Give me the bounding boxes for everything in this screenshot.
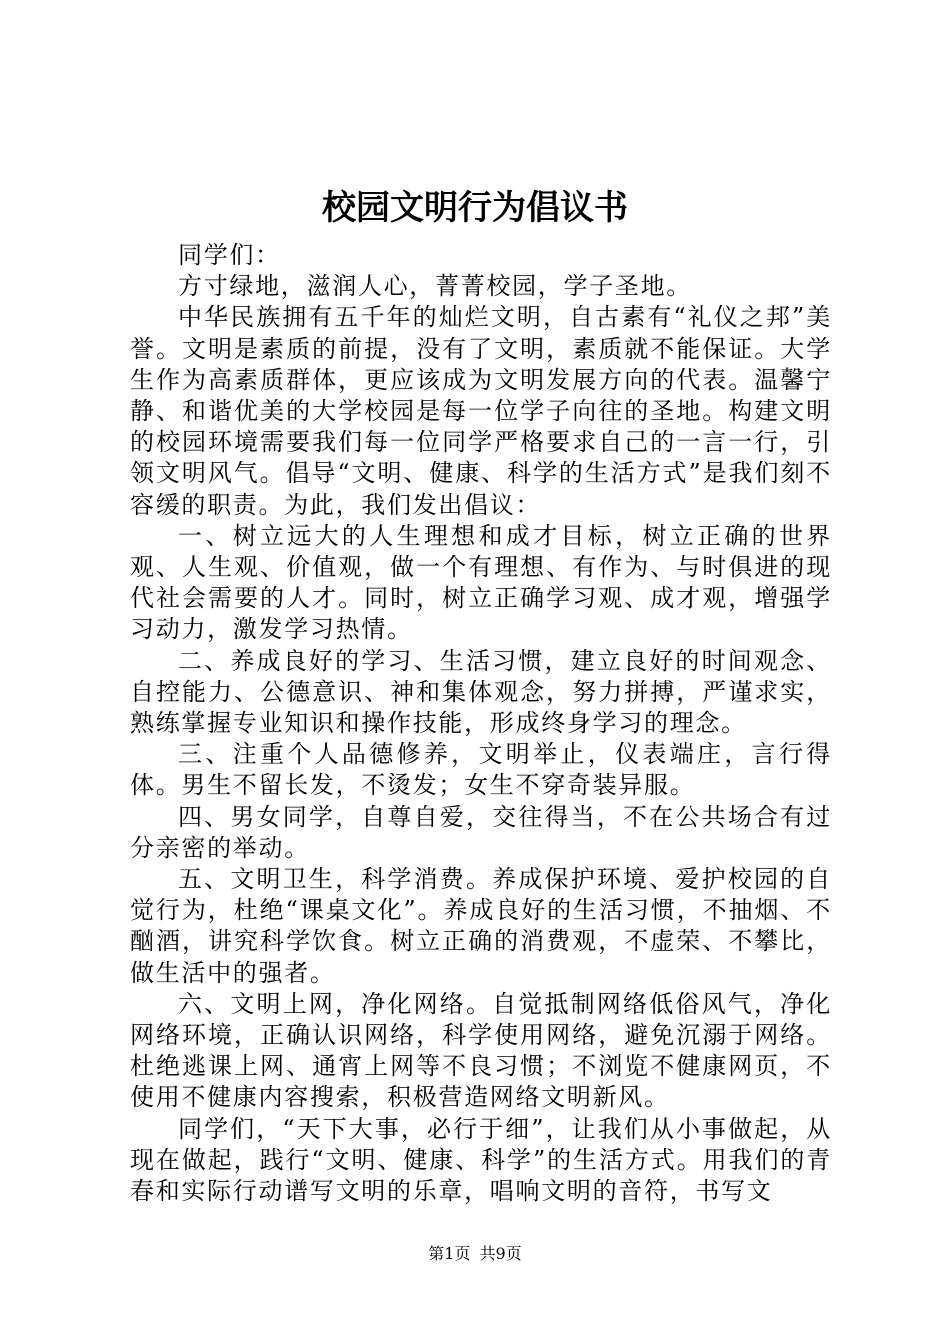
paragraph: 中华民族拥有五千年的灿烂文明，自古素有“礼仪之邦”美誉。文明是素质的前提，没有了文明，素质就不能保证。大学生作为高素质群体，更应该成为文明发展方向的代表。温馨宁静、和谐优美的大学校园是每一位学子向往的圣地。构建文明的校园环境需要我们每一位同学严格要求自己的一言一行，引领文明风气。倡导“文明、健康、科学的生活方式”是我们刻不容缓的职责。为此，我们发出倡议： — [130, 303, 832, 519]
paragraph: 一、树立远大的人生理想和成才目标，树立正确的世界观、人生观、价值观，做一个有理想、有作为、与时俱进的现代社会需要的人才。同时，树立正确学习观、成才观，增强学习动力，激发学习热情。 — [130, 521, 832, 644]
paragraph: 四、男女同学，自尊自爱，交往得当，不在公共场合有过分亲密的举动。 — [130, 802, 832, 862]
paragraph: 六、文明上网，净化网络。自觉抵制网络低俗风气，净化网络环境，正确认识网络，科学使用网络，避免沉溺于网络。杜绝逃课上网、通宵上网等不良习惯；不浏览不健康网页，不使用不健康内容搜索，积极营造网络文明新风。 — [130, 989, 832, 1112]
paragraph: 二、养成良好的学习、生活习惯，建立良好的时间观念、自控能力、公德意识、神和集体观念，努力拼搏，严谨求实，熟练掌握专业知识和操作技能，形成终身学习的理念。 — [130, 646, 832, 738]
document-title: 校园文明行为倡议书 — [322, 188, 628, 228]
paragraph: 方寸绿地，滋润人心，菁菁校园，学子圣地。 — [178, 272, 692, 301]
paragraph: 三、注重个人品德修养，文明举止，仪表端庄，言行得体。男生不留长发，不烫发；女生不穿奇装异服。 — [130, 740, 832, 800]
paragraph: 同学们，“天下大事，必行于细”，让我们从小事做起，从现在做起，践行“文明、健康、科学”的生活方式。用我们的青春和实际行动谱写文明的乐章，唱响文明的音符，书写文 — [130, 1114, 832, 1206]
salutation: 同学们： — [178, 241, 281, 269]
paragraph: 五、文明卫生，科学消费。养成保护环境、爱护校园的自觉行为，杜绝“课桌文化”。养成良好的生活习惯，不抽烟、不酗酒，讲究科学饮食。树立正确的消费观，不虚荣、不攀比，做生活中的强者。 — [130, 865, 832, 987]
document-body — [130, 240, 832, 1207]
page-total: 共9页 — [479, 1244, 522, 1263]
page-number: 第1页 — [428, 1244, 471, 1263]
page-footer — [0, 1244, 950, 1264]
